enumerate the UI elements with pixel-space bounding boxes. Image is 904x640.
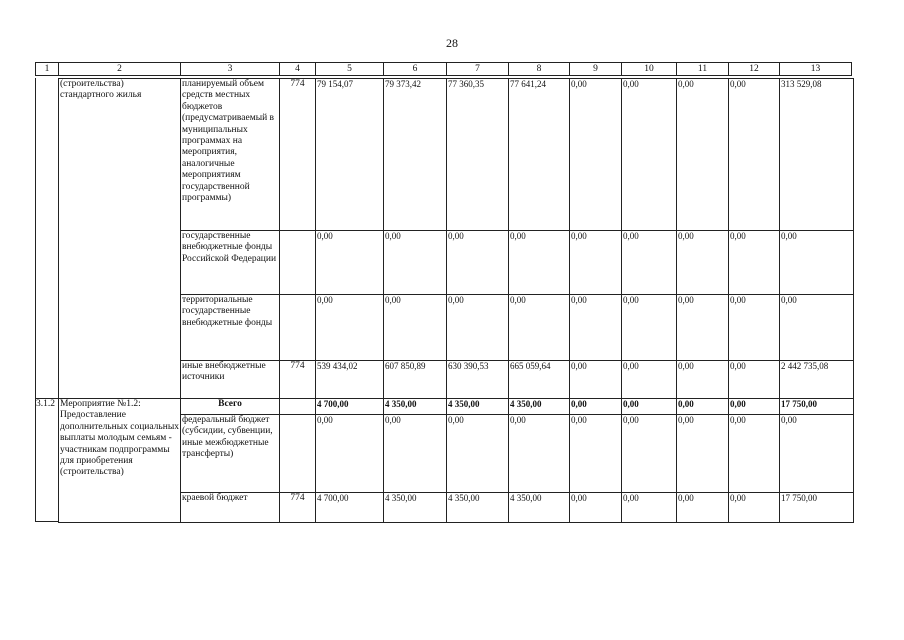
value-cell: 539 434,02 (316, 361, 384, 399)
value-cell: 630 390,53 (447, 361, 509, 399)
header-col-1: 1 (36, 63, 59, 76)
measure-name: Мероприятие №1.2: Предоставление дополнительных социальных выплаты молодым семьям - участникам подпрограммы для приобретения (строительства) (59, 399, 181, 523)
funding-source: территориальные государственные внебюджетные фонды (181, 295, 280, 361)
value-cell: 0,00 (384, 295, 447, 361)
value-cell: 0,00 (677, 415, 729, 493)
value-cell: 4 700,00 (316, 399, 384, 415)
value-cell: 0,00 (729, 399, 780, 415)
funding-source: федеральный бюджет (субсидии, субвенции, иные межбюджетные трансферты) (181, 415, 280, 493)
grbs-code: 774 (280, 361, 316, 399)
value-cell: 0,00 (622, 415, 677, 493)
table-row (59, 399, 854, 415)
value-cell: 77 641,24 (509, 79, 570, 231)
header-col-6: 6 (384, 63, 447, 76)
funding-source-total: Всего (181, 399, 280, 415)
value-cell: 79 154,07 (316, 79, 384, 231)
value-cell: 665 059,64 (509, 361, 570, 399)
page-number: 28 (446, 36, 458, 50)
header-col-7: 7 (447, 63, 509, 76)
header-col-8: 8 (509, 63, 570, 76)
value-cell: 0,00 (729, 493, 780, 523)
grbs-code (280, 399, 316, 415)
header-col-4: 4 (280, 63, 316, 76)
value-cell: 0,00 (622, 399, 677, 415)
value-cell: 0,00 (384, 231, 447, 295)
value-cell: 2 442 735,08 (780, 361, 854, 399)
value-cell: 0,00 (622, 231, 677, 295)
value-cell: 0,00 (780, 231, 854, 295)
value-cell: 0,00 (622, 361, 677, 399)
value-cell: 77 360,35 (447, 79, 509, 231)
value-cell: 0,00 (729, 361, 780, 399)
value-cell: 0,00 (447, 415, 509, 493)
value-cell: 4 350,00 (447, 493, 509, 523)
value-cell: 0,00 (677, 231, 729, 295)
value-cell: 0,00 (509, 231, 570, 295)
budget-table (58, 78, 854, 523)
header-row (35, 62, 852, 76)
funding-source: иные внебюджетные источники (181, 361, 280, 399)
value-cell: 0,00 (570, 399, 622, 415)
value-cell: 4 350,00 (447, 399, 509, 415)
measure-number-cell (35, 398, 58, 522)
value-cell: 0,00 (729, 231, 780, 295)
grbs-code (280, 295, 316, 361)
header-col-3: 3 (181, 63, 280, 76)
value-cell: 0,00 (316, 231, 384, 295)
value-cell: 0,00 (570, 231, 622, 295)
header-col-2: 2 (59, 63, 181, 76)
value-cell: 0,00 (570, 295, 622, 361)
value-cell: 0,00 (384, 415, 447, 493)
measure-number: 3.1.2 (36, 399, 55, 409)
value-cell: 0,00 (677, 361, 729, 399)
value-cell: 4 350,00 (509, 399, 570, 415)
value-cell: 0,00 (622, 493, 677, 523)
value-cell: 79 373,42 (384, 79, 447, 231)
funding-source: планируемый объем средств местных бюджетов (предусматриваемый в муниципальных программах на мероприятия, аналогичные мероприятиям государственной программы) (181, 79, 280, 231)
value-cell: 4 700,00 (316, 493, 384, 523)
value-cell: 0,00 (729, 295, 780, 361)
value-cell: 0,00 (570, 361, 622, 399)
value-cell: 17 750,00 (780, 493, 854, 523)
value-cell: 0,00 (447, 295, 509, 361)
grbs-code: 774 (280, 79, 316, 231)
header-col-12: 12 (729, 63, 780, 76)
header-col-11: 11 (677, 63, 729, 76)
value-cell: 0,00 (509, 415, 570, 493)
value-cell: 313 529,08 (780, 79, 854, 231)
funding-source: государственные внебюджетные фонды Российской Федерации (181, 231, 280, 295)
value-cell: 0,00 (677, 493, 729, 523)
value-cell: 0,00 (447, 231, 509, 295)
value-cell: 0,00 (570, 493, 622, 523)
funding-source: краевой бюджет (181, 493, 280, 523)
value-cell: 0,00 (622, 79, 677, 231)
grbs-code (280, 231, 316, 295)
grbs-code: 774 (280, 493, 316, 523)
value-cell: 0,00 (570, 415, 622, 493)
table-row (59, 79, 854, 231)
value-cell: 4 350,00 (384, 493, 447, 523)
header-col-9: 9 (570, 63, 622, 76)
value-cell: 0,00 (622, 295, 677, 361)
value-cell: 17 750,00 (780, 399, 854, 415)
value-cell: 4 350,00 (384, 399, 447, 415)
header-col-5: 5 (316, 63, 384, 76)
value-cell: 0,00 (316, 415, 384, 493)
continued-number-cell (35, 78, 58, 398)
value-cell: 0,00 (677, 79, 729, 231)
value-cell: 0,00 (677, 399, 729, 415)
header-col-10: 10 (622, 63, 677, 76)
value-cell: 4 350,00 (509, 493, 570, 523)
value-cell: 0,00 (677, 295, 729, 361)
value-cell: 0,00 (316, 295, 384, 361)
value-cell: 0,00 (729, 415, 780, 493)
measure-name: (строительства) стандартного жилья (59, 79, 181, 399)
value-cell: 0,00 (780, 295, 854, 361)
value-cell: 0,00 (509, 295, 570, 361)
header-col-13: 13 (780, 63, 852, 76)
value-cell: 607 850,89 (384, 361, 447, 399)
value-cell: 0,00 (729, 79, 780, 231)
grbs-code (280, 415, 316, 493)
value-cell: 0,00 (570, 79, 622, 231)
value-cell: 0,00 (780, 415, 854, 493)
